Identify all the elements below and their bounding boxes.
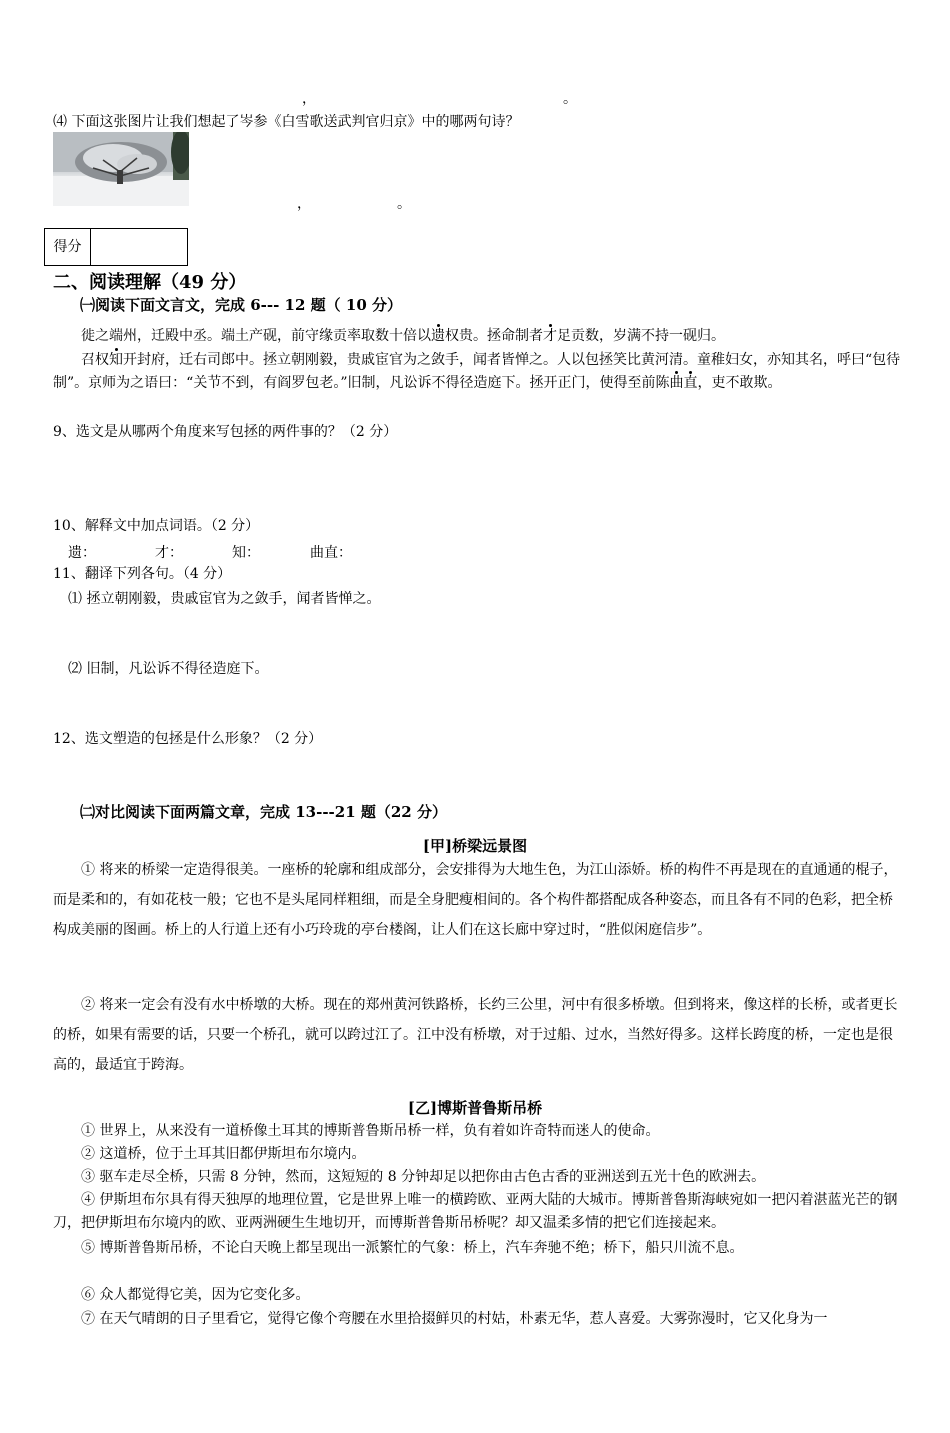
dotted-word: 才 [543,328,557,344]
article-yi-paragraph-6: ⑥ 众人都觉得它美，因为它变化多。 [81,1287,310,1303]
article-yi-paragraph-1: ① 世界上，从来没有一道桥像土耳其的博斯普鲁斯吊桥一样，负有着如许奇特而迷人的使命。 [81,1123,660,1139]
score-label: 得分 [45,229,91,265]
snow-tree-illustration [53,132,189,206]
part-2-title: ㈡对比阅读下面两篇文章，完成 13---21 题（22 分） [80,803,447,821]
score-box [44,228,188,266]
question-9: 9、选文是从哪两个角度来写包拯的两件事的？（2 分） [53,424,398,440]
question-11-2: ⑵ 旧制，凡讼诉不得径造庭下。 [68,661,269,677]
paragraph-text: 开封府，迁右司郎中。拯立朝刚毅，贵戚宦官为之敛手，闻者皆惮之。人以包拯笑比黄河清。童稚妇女，亦知其名，呼曰“包待制”。京师为之语曰：“关节不到，有阎罗包老。”旧制，凡讼诉不得径造庭下。拯开正门，使得至前陈 [53,352,901,391]
answer-blank-period: 。 [563,91,577,107]
article-yi-paragraph-5: ⑤ 博斯普鲁斯吊桥，不论白天晚上都呈现出一派繁忙的气象：桥上，汽车奔驰不绝；桥下，船只川流不息。 [81,1240,744,1256]
classical-paragraph-1 [53,325,905,348]
q10-item-3: 知： [232,545,260,561]
snow-tree-photo [53,132,189,206]
paragraph-text: 足贡数，岁满不持一砚归。 [557,328,725,344]
dotted-word: 遗 [431,328,445,344]
answer-blank-comma-2: ， [297,196,311,212]
paragraph-text: 召权 [81,352,109,368]
q10-item-4: 曲直： [310,545,352,561]
article-yi-paragraph-3: ③ 驱车走尽全桥，只需 8 分钟，然而，这短短的 8 分钟却足以把你由古色古香的亚洲送到五光十色的欧洲去。 [81,1169,766,1185]
question-11-1: ⑴ 拯立朝刚毅，贵戚宦官为之敛手，闻者皆惮之。 [68,591,381,607]
q10-item-2: 才： [155,545,183,561]
article-yi-paragraph-2: ② 这道桥，位于土耳其旧都伊斯坦布尔境内。 [81,1146,366,1162]
dotted-word: 知 [109,352,123,368]
question-11: 11、翻译下列各句。（4 分） [53,566,232,582]
answer-blank-period-2: 。 [397,196,411,212]
question-4: ⑷ 下面这张图片让我们想起了岑参《白雪歌送武判官归京》中的哪两句诗？ [53,114,520,130]
article-jia-paragraph-1: ① 将来的桥梁一定造得很美。一座桥的轮廓和组成部分，会安排得为大地生色，为江山添娇。桥的构件不再是现在的直通通的棍子，而是柔和的，有如花枝一般；它也不是头尾同样粗细，而是全身肥瘦相间的。各个构件都搭配成各种姿态，而且各有不同的色彩，把全桥构成美丽的图画。桥上的人行道上还有小巧玲珑的亭台楼阁，让人们在这长廊中穿过时，“胜似闲庭信步”。 [53,862,898,938]
dotted-word: 曲 [669,375,684,391]
paragraph-text: ，吏不敢欺。 [697,375,782,391]
question-10: 10、解释文中加点词语。（2 分） [53,518,260,534]
q10-item-1: 遗： [68,545,96,561]
article-yi-paragraph-7: ⑦ 在天气晴朗的日子里看它，觉得它像个弯腰在水里拾掇鲜贝的村姑，朴素无华，惹人喜爱。大雾弥漫时，它又化身为一 [81,1311,828,1327]
article-yi-paragraph-4: ④ 伊斯坦布尔具有得天独厚的地理位置，它是世界上唯一的横跨欧、亚两大陆的大城市。博斯普鲁斯海峡宛如一把闪着湛蓝光芒的钢刀，把伊斯坦布尔境内的欧、亚两洲硬生生地切开，而博斯普鲁斯吊桥呢？却又温柔多情的把它们连接起来。 [53,1192,898,1231]
article-jia-paragraph-2: ② 将来一定会有没有水中桥墩的大桥。现在的郑州黄河铁路桥，长约三公里，河中有很多桥墩。但到将来，像这样的长桥，或者更长的桥，如果有需要的话，只要一个桥孔，就可以跨过江了。江中没有桥墩，对于过船、过水，当然好得多。这样长跨度的桥，一定也是很高的，最适宜于跨海。 [53,997,898,1073]
paragraph-text: 徙之端州，迁殿中丞。端土产砚，前守缘贡率取数十倍以 [81,328,431,344]
answer-blank-comma: ， [302,91,316,107]
article-yi-title: [乙]博斯普鲁斯吊桥 [407,1099,543,1117]
paragraph-text: 权贵。拯命制者 [445,328,543,344]
dotted-word: 直 [683,375,698,391]
question-12: 12、选文塑造的包拯是什么形象？（2 分） [53,731,323,747]
part-1-title: ㈠阅读下面文言文，完成 6--- 12 题（ 10 分） [80,296,402,314]
classical-paragraph-2 [53,349,905,395]
section-2-title: 二、阅读理解（49 分） [53,272,247,293]
article-jia-title: [甲]桥梁远景图 [422,837,528,855]
